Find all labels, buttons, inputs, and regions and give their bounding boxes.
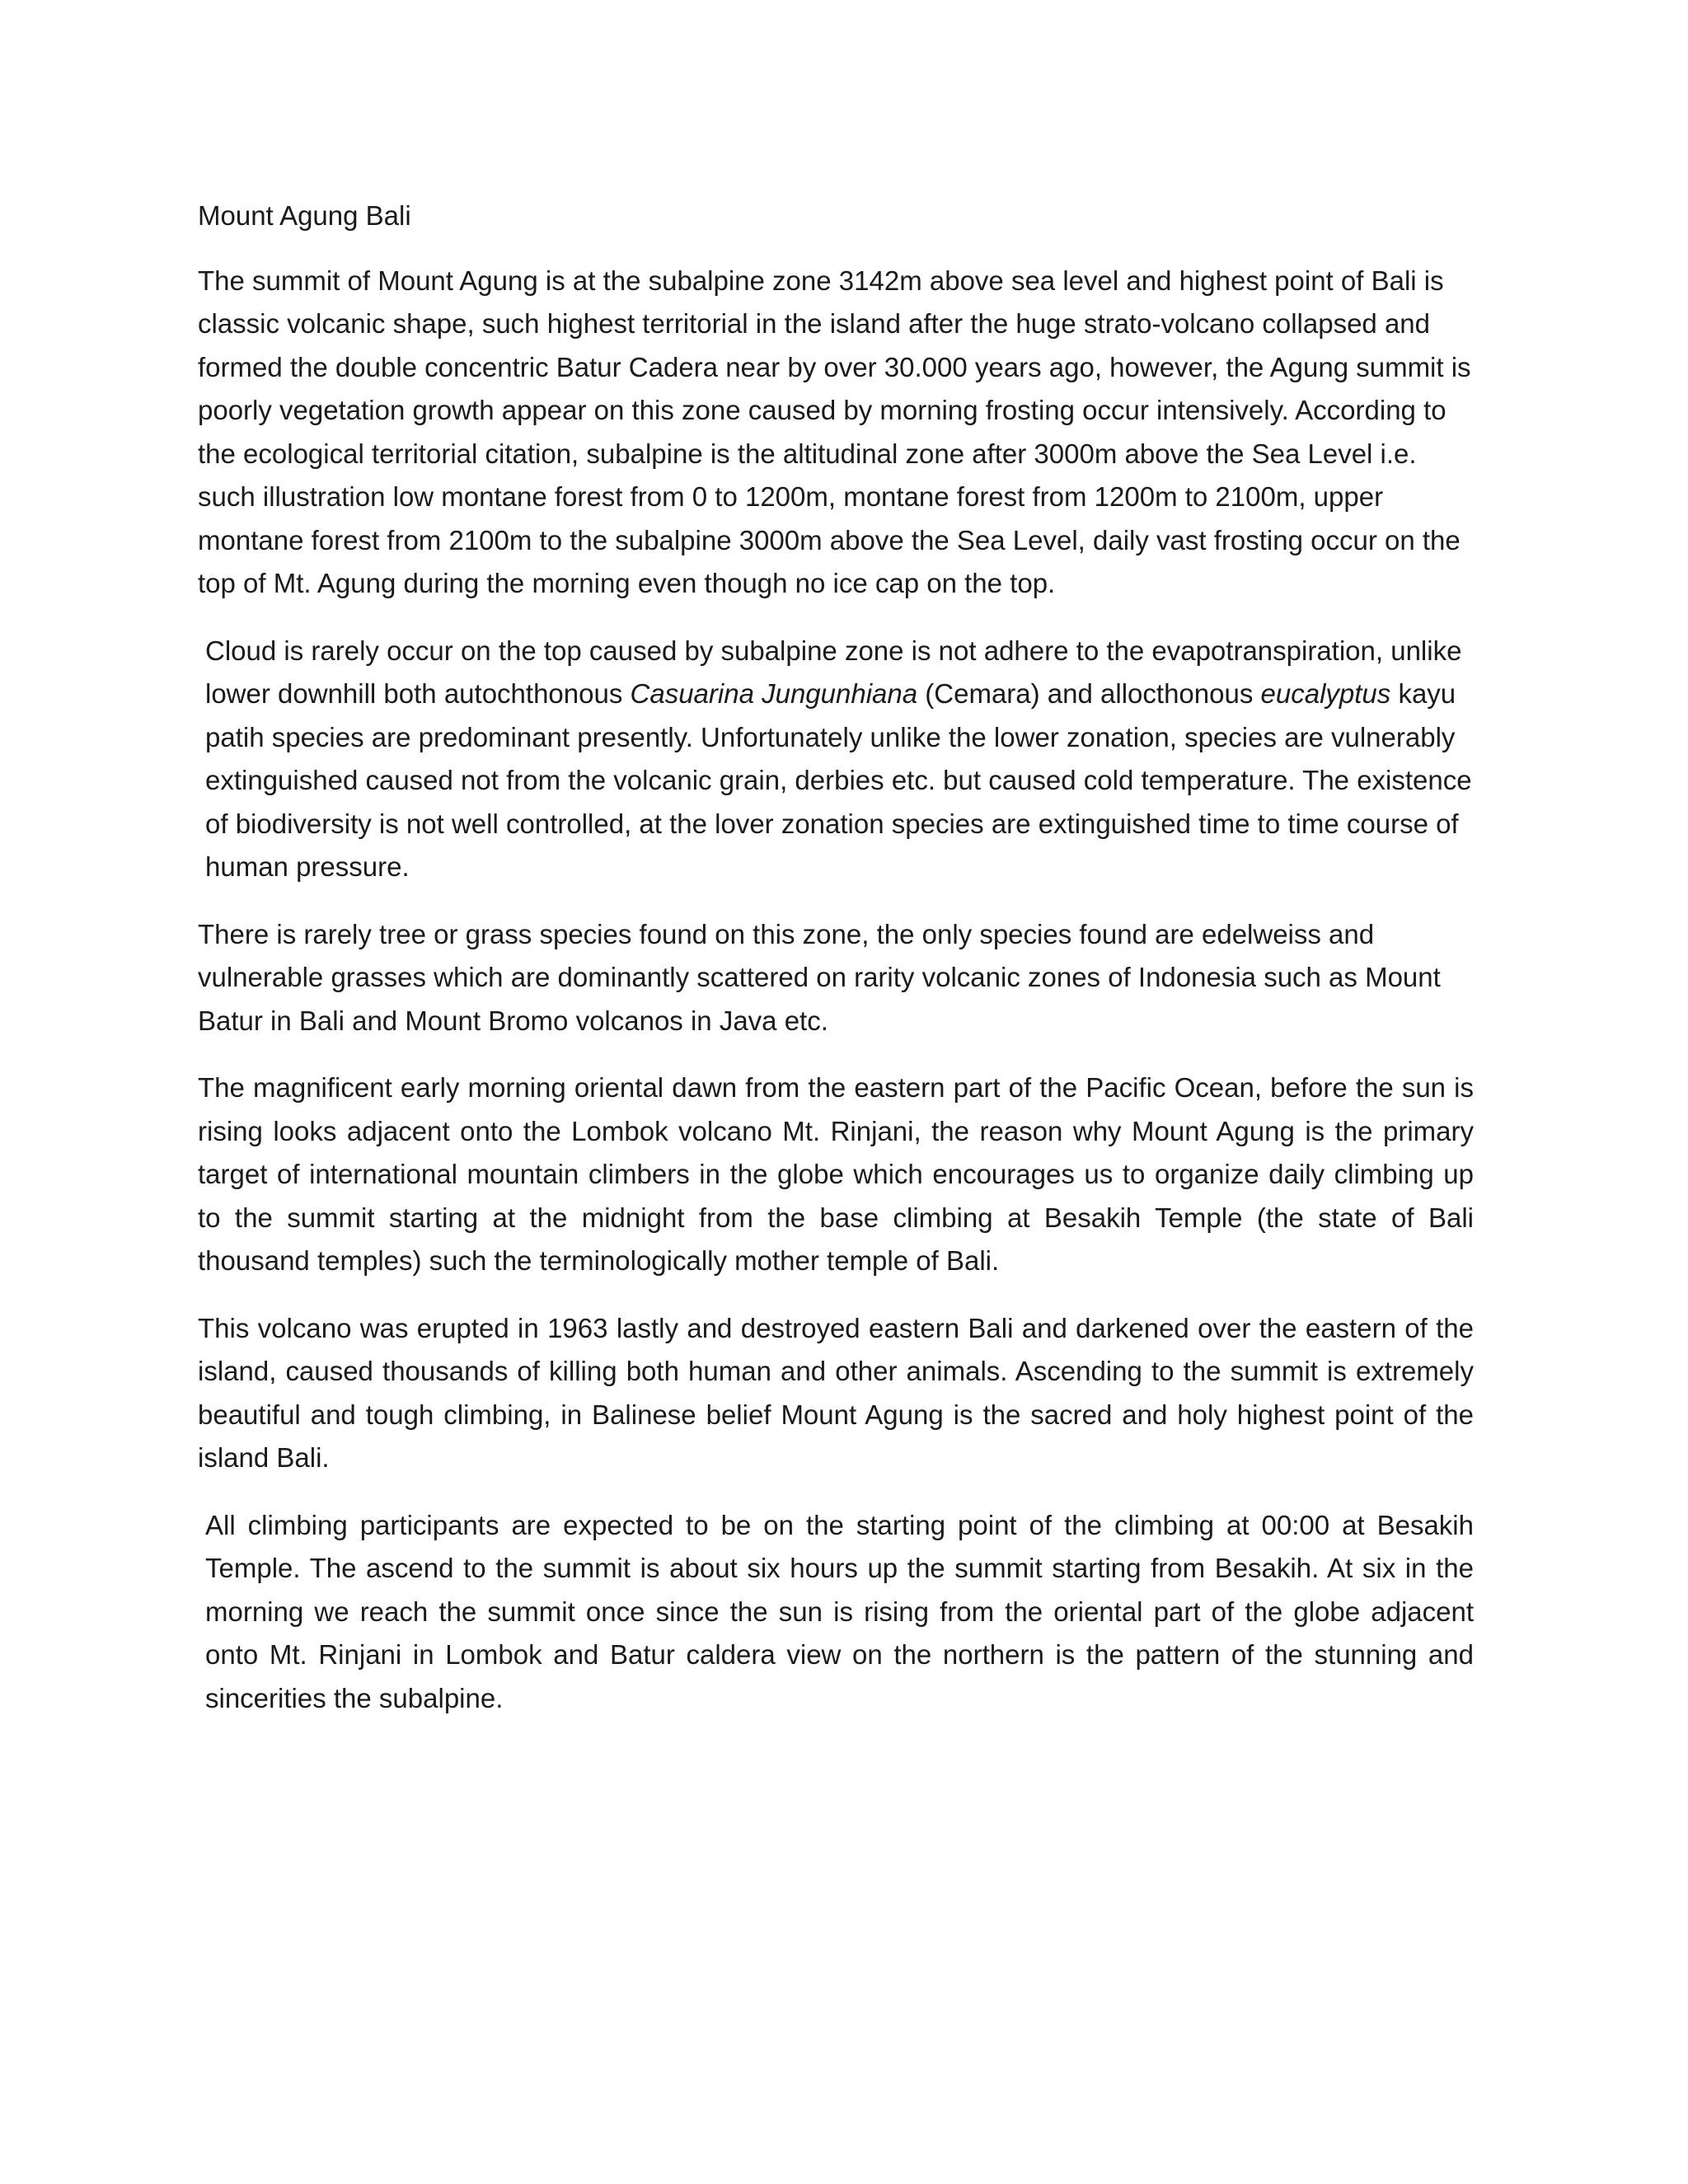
species-name-eucalyptus: eucalyptus: [1260, 678, 1391, 709]
paragraph-cloud-text-2: (Cemara) and allocthonous: [917, 678, 1261, 709]
paragraph-summit: The summit of Mount Agung is at the subalpine zone 3142m above sea level and highest point of Bali is classic volcanic shape, such highest territorial in the island after the huge strato-volcano collapsed and formed the double concentric Batur Cadera near by over 30.000 years ago, however, the Agung summit is poorly vegetation growth appear on this zone caused by morning frosting occur intensively. According to the ecological territorial citation, subalpine is the altitudinal zone after 3000m above the Sea Level i.e. such illustration low montane forest from 0 to 1200m, montane forest from 1200m to 2100m, upper montane forest from 2100m to the subalpine 3000m above the Sea Level, daily vast frosting occur on the top of Mt. Agung during the morning even though no ice cap on the top.: [198, 265, 1471, 598]
paragraph-cloud: [198, 630, 1474, 889]
paragraph-cloud-text-3: kayu patih species are predominant presently. Unfortunately unlike the lower zonation, species are vulnerably extinguished caused not from the volcanic grain, derbies etc. but caused cold temperature. The existence of biodiversity is not well controlled, at the lover zonation species are extinguished time to time course of human pressure.: [205, 678, 1472, 882]
document-body: [198, 194, 1474, 1744]
paragraph-eruption: This volcano was erupted in 1963 lastly and destroyed eastern Bali and darkened over the eastern of the island, caused thousands of killing both human and other animals. Ascending to the summit is extremely beautiful and tough climbing, in Balinese belief Mount Agung is the sacred and holy highest point of the island Bali.: [198, 1312, 1474, 1473]
paragraph-dawn: The magnificent early morning oriental dawn from the eastern part of the Pacific Ocean, before the sun is rising looks adjacent onto the Lombok volcano Mt. Rinjani, the reason why Mount Agung is the primary target of international mountain climbers in the globe which encourages us to organize daily climbing up to the summit starting at the midnight from the base climbing at Besakih Temple (the state of Bali thousand temples) such the terminologically mother temple of Bali.: [198, 1072, 1474, 1276]
document-title: Mount Agung Bali: [198, 200, 411, 231]
species-name-casuarina: Casuarina Jungunhiana: [630, 678, 918, 709]
paragraph-climbing: All climbing participants are expected to be on the starting point of the climbing at 00:00 at Besakih Temple. The ascend to the summit is about six hours up the summit starting from Besakih. At six in the morning we reach the summit once since the sun is rising from the oriental part of the globe adjacent onto Mt. Rinjani in Lombok and Batur caldera view on the northern is the pattern of the stunning and sincerities the subalpine.: [205, 1509, 1474, 1713]
paragraph-species: There is rarely tree or grass species found on this zone, the only species found are edelweiss and vulnerable grasses which are dominantly scattered on rarity volcanic zones of Indonesia such as Mount Batur in Bali and Mount Bromo volcanos in Java etc.: [198, 918, 1441, 1036]
paragraph-cloud-text-1: Cloud is rarely occur on the top caused by subalpine zone is not adhere to the evapotranspiration, unlike lower downhill both autochthonous: [205, 635, 1462, 709]
